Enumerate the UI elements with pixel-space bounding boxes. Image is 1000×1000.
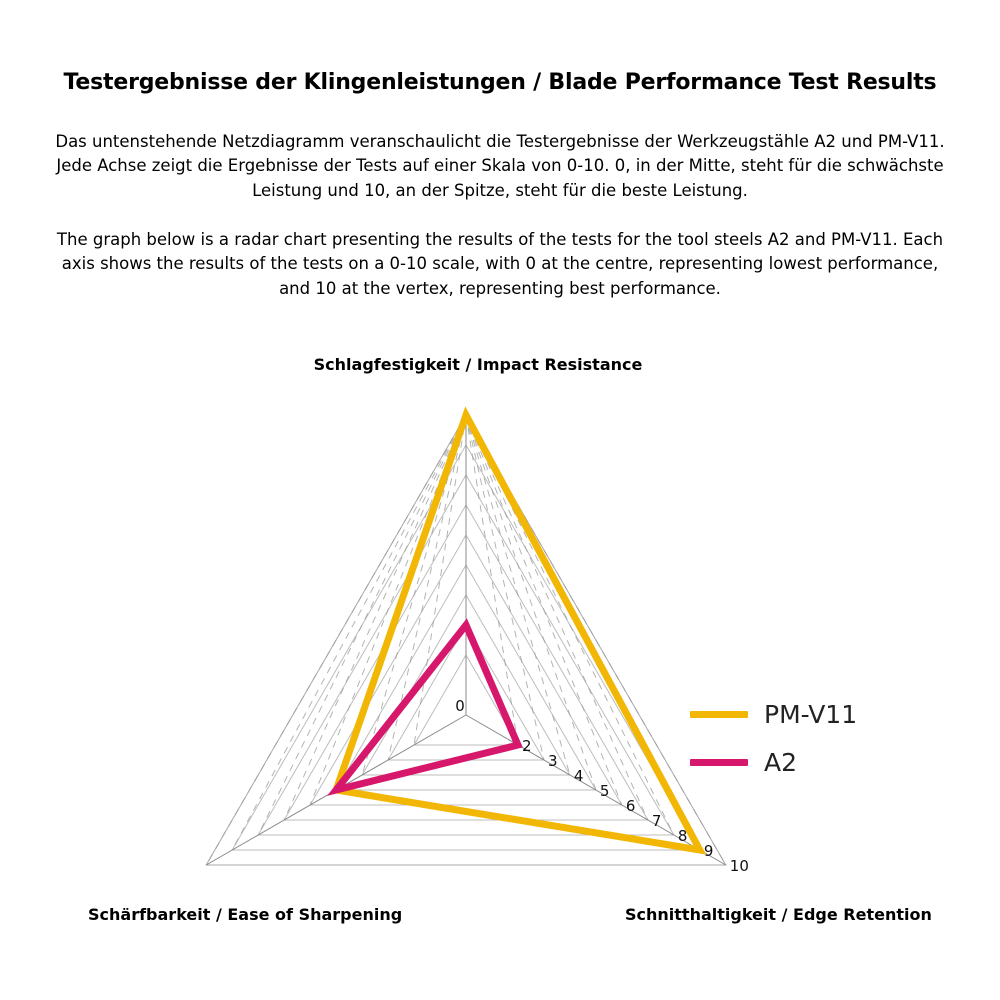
page-title: Testergebnisse der Klingenleistungen / Blade Performance Test Results — [63, 70, 937, 95]
legend-label-a2: A2 — [764, 747, 798, 777]
description-german: Das untenstehende Netzdiagramm veranschaulicht die Testergebnisse der Werkzeugstähle A2 und PM-V11. Jede Achse zeigt die Ergebnisse der Tests auf einer Skala von 0-10. 0, in der Mitte, steht für die schwächste Leistung und 10, an der Spitze, steht für die beste Leistung. — [55, 132, 945, 200]
legend-swatch-pmv11 — [690, 711, 748, 718]
svg-text:0: 0 — [455, 697, 465, 715]
legend-item-a2 — [690, 738, 950, 786]
radar-chart — [0, 380, 1000, 920]
svg-text:5: 5 — [599, 782, 610, 800]
legend-swatch-a2 — [690, 759, 748, 766]
description-english: The graph below is a radar chart presenting the results of the tests for the tool steels A2 and PM-V11. Each axis shows the results of the tests on a 0-10 scale, with 0 at the centre, representing lowest performance, and 10 at the vertex, representing best performance. — [56, 230, 944, 298]
svg-text:8: 8 — [677, 827, 688, 845]
legend-item-pmv11 — [690, 690, 950, 738]
legend-label-pmv11: PM-V11 — [764, 699, 858, 729]
svg-text:9: 9 — [703, 842, 714, 860]
svg-text:3: 3 — [547, 752, 558, 770]
svg-text:2: 2 — [521, 737, 532, 755]
axis-label-ease-of-sharpening: Schärfbarkeit / Ease of Sharpening — [88, 905, 403, 924]
chart-legend — [690, 690, 950, 786]
axis-label-impact-resistance: Schlagfestigkeit / Impact Resistance — [313, 355, 643, 374]
svg-text:7: 7 — [651, 812, 662, 830]
svg-text:10: 10 — [729, 857, 749, 875]
svg-text:4: 4 — [573, 767, 584, 785]
svg-text:6: 6 — [625, 797, 636, 815]
axis-label-edge-retention: Schnitthaltigkeit / Edge Retention — [625, 905, 932, 924]
